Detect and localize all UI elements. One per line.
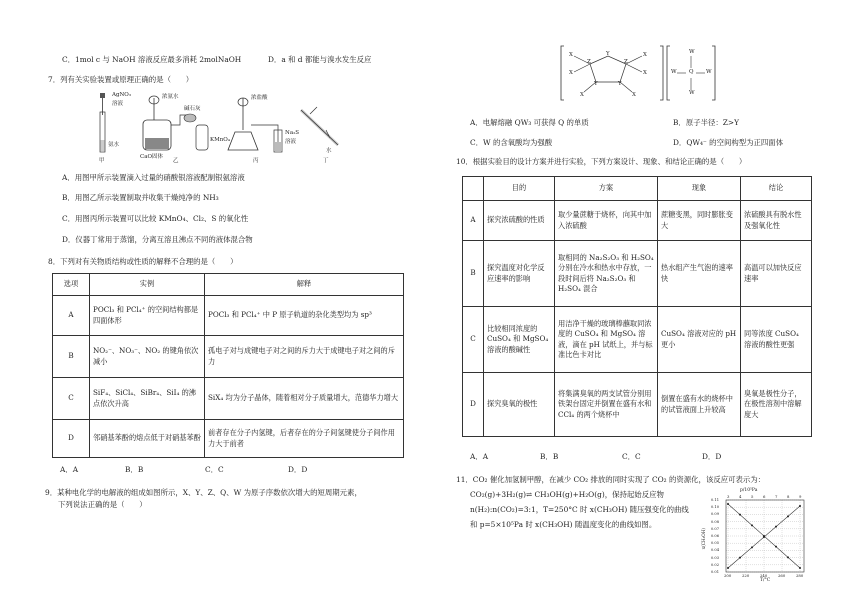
atom-x-label: X bbox=[580, 92, 584, 98]
q8-answer-d: D．D bbox=[288, 465, 308, 474]
table-row bbox=[53, 378, 404, 420]
q11-line3: n(H₂):n(CO₂)=3:1，T=250°C 时 x(CH₃OH) 随压强变化的曲线 bbox=[470, 505, 689, 514]
cao-label: CaO固体 bbox=[140, 154, 163, 160]
agno3-label: AgNO₃ bbox=[112, 92, 132, 98]
table-row bbox=[53, 420, 404, 458]
curve-point bbox=[799, 567, 801, 569]
q11-chart bbox=[700, 488, 815, 586]
q8-row-option: A bbox=[53, 296, 90, 336]
table-row bbox=[463, 201, 812, 241]
fig-bing-label: 丙 bbox=[253, 158, 259, 164]
atom-x-label: X bbox=[569, 52, 573, 58]
top-axis-label: p/10⁵Pa bbox=[740, 488, 758, 493]
y-tick-label: 0.04 bbox=[711, 548, 720, 553]
y-tick-label: 0.11 bbox=[711, 498, 720, 502]
x-top-tick-label: 3 bbox=[727, 494, 730, 499]
x-bottom-tick-label: 240 bbox=[760, 573, 768, 578]
q8-row-explanation: SiX₄ 均为分子晶体，随着相对分子质量增大，范德华力增大 bbox=[205, 378, 404, 420]
y-tick-label: 0.06 bbox=[711, 534, 720, 538]
atom-w-label: W bbox=[706, 69, 712, 75]
x-bottom-tick-label: 200 bbox=[724, 573, 732, 578]
q9-ion-structure bbox=[560, 42, 720, 104]
atom-w-label: W bbox=[689, 49, 695, 55]
q8-row-option: B bbox=[53, 336, 90, 378]
curve-point bbox=[751, 524, 753, 526]
q10-table bbox=[462, 176, 812, 437]
conc-hcl-label: 浓盐酸 bbox=[251, 95, 268, 101]
y-tick-label: 0.09 bbox=[711, 512, 720, 517]
q8-answer-b: B．B bbox=[125, 465, 144, 474]
x-top-tick-label: 9 bbox=[799, 494, 802, 499]
q10-row-plan: 取少量蔗糖于烧杯，向其中加入浓硫酸 bbox=[555, 201, 658, 241]
q9-option-c: C．W 的含氧酸均为强酸 bbox=[470, 138, 553, 147]
q11-line4: 和 p=5×10⁵Pa 时 x(CH₃OH) 随温度变化的曲线如图。 bbox=[470, 520, 657, 529]
curve-point bbox=[727, 567, 729, 569]
q8-answer-c: C．C bbox=[205, 465, 224, 474]
y-tick-label: 0.07 bbox=[711, 526, 720, 531]
q10-header-goal: 目的 bbox=[484, 177, 555, 201]
atom-y-label: Y bbox=[606, 51, 610, 57]
atom-x-label: X bbox=[643, 70, 647, 76]
q10-row-phenomenon: 热水组产生气泡的速率快 bbox=[658, 241, 741, 307]
x-top-tick-label: 7 bbox=[775, 494, 778, 499]
q10-row-phenomenon: 倒置在盛有水的烧杯中的试管液面上升较高 bbox=[658, 373, 741, 437]
q10-header-plan: 方案 bbox=[555, 177, 658, 201]
fig-jia-label: 甲 bbox=[99, 158, 105, 164]
q10-answer-d: D．D bbox=[702, 452, 722, 461]
x-top-tick-label: 5 bbox=[751, 494, 754, 499]
atom-y-label: Y bbox=[594, 81, 598, 87]
curve-point bbox=[787, 515, 789, 517]
x-bottom-tick-label: 260 bbox=[778, 573, 786, 578]
curve-point bbox=[775, 546, 777, 548]
y-axis-label: x(CH₃OH) bbox=[701, 528, 706, 550]
curve-point bbox=[787, 556, 789, 558]
q10-answer-a: A．A bbox=[470, 452, 489, 461]
q10-row-option: A bbox=[463, 201, 484, 241]
q7-option-d: D．仪器丁常用于蒸馏，分离互溶且沸点不同的液体混合物 bbox=[62, 235, 253, 244]
curve-point bbox=[763, 536, 765, 538]
atom-x-label: X bbox=[643, 52, 647, 58]
y-tick-label: 0.03 bbox=[711, 555, 720, 560]
atom-w-label: W bbox=[689, 90, 695, 96]
q8-row-example: POCl₃ 和 PCl₄⁺ 的空间结构都是四面体形 bbox=[90, 296, 205, 336]
atom-y-label: Y bbox=[618, 81, 622, 87]
x-top-tick-label: 4 bbox=[739, 494, 742, 499]
atom-x-label: X bbox=[632, 92, 636, 98]
q10-row-conclusion: 臭氧是极性分子，在极性溶剂中溶解度大 bbox=[741, 373, 812, 437]
q10-row-phenomenon: CuSO₄ 溶液对应的 pH 更小 bbox=[658, 307, 741, 373]
q10-row-conclusion: 同等浓度 CuSO₄ 溶液的酸性更强 bbox=[741, 307, 812, 373]
q6-option-d: D．a 和 d 都能与溴水发生反应 bbox=[268, 55, 372, 64]
q10-row-plan: 将集满臭氧的两支试管分别用铁架台固定并倒置在盛有水和 CCl₄ 的两个烧杯中 bbox=[555, 373, 658, 437]
q8-row-example: 邻硝基苯酚的熔点低于对硝基苯酚 bbox=[90, 420, 205, 458]
q11-line1: 11．CO₂ 催化加氢制甲醇，在减少 CO₂ 排放的同时实现了 CO₂ 的资源化，该反应可表示为： bbox=[456, 475, 766, 484]
kmno4-label: KMnO₄ bbox=[210, 137, 230, 143]
curve-point bbox=[751, 546, 753, 548]
conc-ammonia-label: 浓氨水 bbox=[162, 94, 179, 100]
q10-row-goal: 探究浓硫酸的性质 bbox=[484, 201, 555, 241]
q10-answer-c: C．C bbox=[622, 452, 641, 461]
q8-stem: 8．下列对有关物质结构或性质的解释不合理的是（ ） bbox=[48, 257, 238, 266]
q10-row-goal: 探究臭氧的极性 bbox=[484, 373, 555, 437]
ammonia-label: 氨水 bbox=[108, 142, 120, 148]
atom-z-label: Z bbox=[587, 59, 591, 65]
water-label: 水 bbox=[326, 148, 332, 154]
curve-point bbox=[799, 505, 801, 507]
q7-option-b: B．用图乙所示装置制取并收集干燥纯净的 NH₃ bbox=[62, 193, 219, 202]
q10-row-goal: 比较相同浓度的 CuSO₄ 和 MgSO₄ 溶液的酸碱性 bbox=[484, 307, 555, 373]
q8-row-explanation: 孤电子对与成键电子对之间的斥力大于成键电子对之间的斥力 bbox=[205, 336, 404, 378]
q10-header-conclusion: 结论 bbox=[741, 177, 812, 201]
x-bottom-tick-label: 280 bbox=[796, 573, 804, 578]
q9-stem-line2: 下列说法正确的是（ ） bbox=[58, 500, 147, 509]
q7-option-a: A．用图甲所示装置滴入过量的硝酸银溶液配制银氨溶液 bbox=[62, 173, 245, 182]
q9-option-d: D．QW₄⁻ 的空间构型为正四面体 bbox=[673, 138, 784, 147]
apparatus-drawing bbox=[88, 90, 348, 165]
x-top-tick-label: 8 bbox=[787, 494, 790, 499]
q7-apparatus-figure bbox=[88, 90, 348, 165]
q10-row-phenomenon: 蔗糖变黑，同时膨胀变大 bbox=[658, 201, 741, 241]
q10-header-phenomenon: 现象 bbox=[658, 177, 741, 201]
q8-header-explanation: 解释 bbox=[205, 274, 404, 296]
x-top-tick-label: 6 bbox=[763, 494, 766, 499]
q10-answer-b: B．B bbox=[540, 452, 559, 461]
na2s-label: Na₂S bbox=[285, 130, 300, 136]
ion-structure-drawing bbox=[560, 42, 720, 104]
na2s-solution-label: 溶液 bbox=[285, 139, 297, 145]
q7-stem: 7．列有关实验装置或原理正确的是（ ） bbox=[48, 75, 194, 84]
y-tick-label: 0.10 bbox=[711, 505, 720, 510]
q10-row-option: B bbox=[463, 241, 484, 307]
fig-yi-label: 乙 bbox=[173, 158, 179, 164]
y-tick-label: 0.02 bbox=[711, 562, 720, 567]
q10-row-option: D bbox=[463, 373, 484, 437]
bottom-axis-label: T/°C bbox=[760, 578, 771, 583]
atom-x-label: X bbox=[569, 70, 573, 76]
q10-row-goal: 探究温度对化学反应速率的影响 bbox=[484, 241, 555, 307]
table-row bbox=[463, 307, 812, 373]
soda-lime-label: 碱石灰 bbox=[184, 106, 201, 112]
q10-stem: 10．根据实验目的设计方案并进行实验，下列方案设计、现象、和结论正确的是（ ） bbox=[456, 157, 747, 166]
q9-stem-line1: 9．某种电化学的电解液的组成如图所示，X、Y、Z、Q、W 为原子序数依次增大的短周期元素， bbox=[45, 488, 362, 497]
q8-header-example: 实例 bbox=[90, 274, 205, 296]
solution-label: 溶液 bbox=[112, 101, 124, 107]
curve-point bbox=[739, 557, 741, 559]
q8-row-example: NO₂⁻、NO₃⁻、NO₂ 的键角依次减小 bbox=[90, 336, 205, 378]
q10-row-option: C bbox=[463, 307, 484, 373]
q9-option-a: A．电解熔融 QW₃ 可获得 Q 的单质 bbox=[470, 118, 589, 127]
q8-row-option: D bbox=[53, 420, 90, 458]
y-tick-label: 0.05 bbox=[711, 541, 720, 546]
table-row bbox=[463, 373, 812, 437]
q8-table bbox=[52, 273, 404, 458]
curve-point bbox=[739, 514, 741, 516]
q10-row-plan: 用洁净干燥的玻璃棒蘸取同浓度的 CuSO₄ 和 MgSO₄ 溶液，滴在 pH 试纸上，并与标准比色卡对比 bbox=[555, 307, 658, 373]
q7-option-c: C．用图丙所示装置可以比较 KMnO₄、Cl₂、S 的氧化性 bbox=[62, 214, 249, 223]
q10-row-plan: 取相同的 Na₂S₂O₃ 和 H₂SO₄ 分别在冷水和热水中存放，一段时间后将 Na₂S₂O₃ 和 H₂SO₄ 混合 bbox=[555, 241, 658, 307]
table-row bbox=[53, 296, 404, 336]
atom-q-label: Q bbox=[689, 69, 694, 75]
curve-point bbox=[727, 503, 729, 505]
curve-point bbox=[775, 526, 777, 528]
q8-row-option: C bbox=[53, 378, 90, 420]
y-tick-label: 0.08 bbox=[711, 519, 720, 524]
table-row bbox=[463, 241, 812, 307]
q8-row-explanation: POCl₃ 和 PCl₄⁺ 中 P 原子轨道的杂化类型均为 sp³ bbox=[205, 296, 404, 336]
fig-ding-label: 丁 bbox=[323, 158, 329, 164]
q6-option-c: C．1mol c 与 NaOH 溶液反应最多消耗 2molNaOH bbox=[62, 55, 242, 64]
q8-row-example: SiF₄、SiCl₄、SiBr₄、SiI₄ 的沸点依次升高 bbox=[90, 378, 205, 420]
atom-z-label: Z bbox=[624, 59, 628, 65]
atom-w-label: W bbox=[671, 69, 677, 75]
q8-answer-a: A．A bbox=[60, 465, 79, 474]
q10-row-conclusion: 浓硫酸具有脱水性及强氧化性 bbox=[741, 201, 812, 241]
q8-row-explanation: 前者存在分子内氢键，后者存在的分子间氢键使分子间作用力大于前者 bbox=[205, 420, 404, 458]
q10-header-blank bbox=[463, 177, 484, 201]
table-row bbox=[53, 336, 404, 378]
q8-header-option: 选项 bbox=[53, 274, 90, 296]
q10-row-conclusion: 高温可以加快反应速率 bbox=[741, 241, 812, 307]
x-bottom-tick-label: 220 bbox=[742, 573, 750, 578]
q9-option-b: B．原子半径：Z>Y bbox=[673, 118, 739, 127]
y-tick-label: 0.01 bbox=[711, 570, 720, 574]
q11-line2: CO₂(g)+3H₂(g)⇌ CH₃OH(g)+H₂O(g)，保持起始反应物 bbox=[470, 490, 664, 499]
